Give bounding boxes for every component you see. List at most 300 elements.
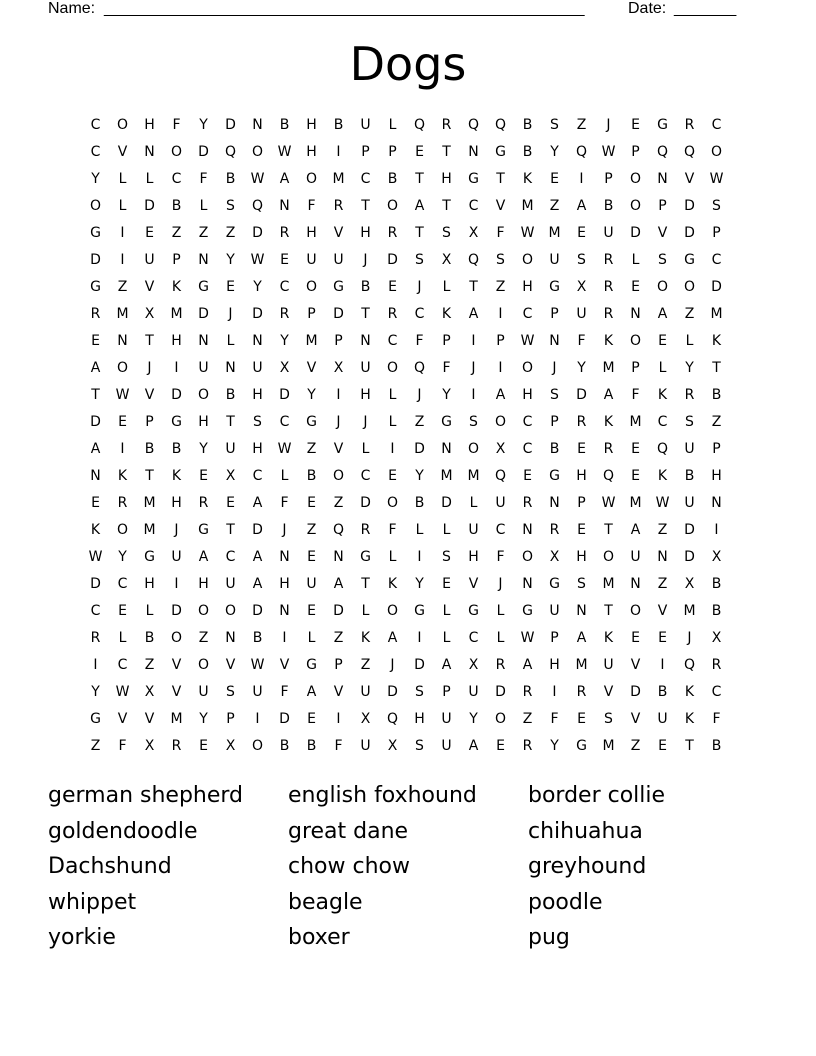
grid-letter: R: [522, 494, 533, 511]
grid-letter: P: [658, 197, 667, 214]
grid-letter: V: [333, 224, 344, 241]
grid-letter: O: [197, 386, 210, 403]
grid-letter: S: [226, 683, 235, 700]
grid-letter: H: [252, 386, 263, 403]
grid-letter: L: [388, 116, 397, 133]
grid-letter: T: [442, 143, 451, 160]
grid-letter: T: [685, 737, 694, 754]
grid-letter: H: [306, 116, 317, 133]
grid-letter: C: [360, 170, 371, 187]
grid-letter: E: [496, 737, 505, 754]
grid-row: [82, 408, 730, 435]
grid-letter: P: [172, 251, 181, 268]
grid-letter: B: [225, 170, 236, 187]
grid-letter: Q: [467, 116, 480, 133]
grid-letter: U: [657, 710, 668, 727]
grid-letter: X: [387, 737, 398, 754]
grid-letter: U: [495, 494, 506, 511]
grid-letter: B: [711, 575, 722, 592]
grid-letter: E: [631, 278, 640, 295]
grid-letter: S: [253, 413, 262, 430]
grid-letter: W: [655, 494, 670, 511]
grid-letter: W: [250, 656, 265, 673]
grid-letter: C: [171, 170, 182, 187]
grid-letter: G: [90, 224, 101, 241]
grid-letter: X: [468, 224, 479, 241]
word-list-item: beagle: [288, 889, 363, 915]
grid-letter: E: [577, 440, 586, 457]
grid-letter: N: [279, 197, 290, 214]
grid-letter: Z: [657, 521, 668, 538]
grid-letter: L: [145, 170, 154, 187]
grid-row: [82, 435, 730, 462]
grid-letter: S: [415, 683, 424, 700]
word-list: [48, 778, 768, 956]
grid-letter: L: [388, 413, 397, 430]
grid-letter: S: [226, 197, 235, 214]
grid-letter: O: [386, 494, 399, 511]
grid-letter: F: [712, 710, 721, 727]
grid-letter: R: [279, 224, 290, 241]
grid-letter: U: [360, 359, 371, 376]
grid-letter: A: [657, 305, 668, 322]
grid-letter: L: [199, 197, 208, 214]
grid-letter: X: [576, 278, 587, 295]
grid-row: [82, 354, 730, 381]
grid-letter: O: [116, 359, 129, 376]
grid-letter: G: [198, 278, 209, 295]
grid-letter: X: [549, 548, 560, 565]
grid-row: [82, 489, 730, 516]
grid-letter: L: [469, 494, 478, 511]
grid-letter: G: [657, 116, 668, 133]
grid-letter: G: [414, 602, 425, 619]
grid-letter: M: [602, 359, 615, 376]
word-list-item: great dane: [288, 818, 409, 844]
grid-letter: L: [631, 251, 640, 268]
grid-letter: X: [279, 359, 290, 376]
grid-letter: H: [549, 656, 560, 673]
grid-letter: X: [684, 575, 695, 592]
grid-letter: L: [442, 278, 451, 295]
grid-letter: I: [93, 656, 98, 673]
grid-letter: S: [604, 710, 613, 727]
name-line: ______________________________________________________: [104, 0, 585, 17]
grid-letter: X: [144, 683, 155, 700]
grid-letter: B: [684, 467, 695, 484]
grid-letter: I: [552, 683, 557, 700]
grid-letter: L: [442, 629, 451, 646]
grid-letter: S: [442, 224, 451, 241]
grid-letter: A: [252, 548, 263, 565]
grid-letter: H: [306, 143, 317, 160]
grid-letter: C: [279, 278, 290, 295]
grid-letter: M: [305, 332, 318, 349]
grid-letter: E: [577, 710, 586, 727]
grid-letter: H: [576, 548, 587, 565]
name-label: Name:: [48, 0, 96, 17]
grid-letter: K: [657, 386, 668, 403]
grid-letter: Y: [280, 332, 289, 349]
grid-letter: T: [361, 575, 370, 592]
grid-letter: O: [305, 170, 318, 187]
grid-letter: N: [333, 548, 344, 565]
grid-letter: D: [684, 521, 695, 538]
grid-letter: I: [336, 386, 341, 403]
grid-letter: K: [117, 467, 128, 484]
grid-letter: V: [117, 710, 128, 727]
date-line: _______: [674, 0, 737, 17]
grid-letter: Q: [386, 710, 399, 727]
grid-letter: B: [225, 386, 236, 403]
grid-letter: U: [603, 224, 614, 241]
grid-letter: F: [496, 224, 505, 241]
grid-letter: A: [630, 521, 641, 538]
grid-letter: U: [468, 683, 479, 700]
grid-letter: Z: [333, 629, 344, 646]
word-list-item: chow chow: [288, 854, 410, 879]
grid-letter: G: [333, 278, 344, 295]
grid-letter: K: [387, 575, 398, 592]
grid-letter: G: [468, 602, 479, 619]
grid-letter: X: [225, 737, 236, 754]
grid-letter: G: [468, 170, 479, 187]
grid-letter: T: [442, 197, 451, 214]
grid-letter: S: [469, 413, 478, 430]
grid-letter: W: [277, 440, 292, 457]
grid-letter: Z: [198, 629, 209, 646]
grid-letter: C: [387, 332, 398, 349]
grid-letter: F: [550, 710, 559, 727]
grid-letter: Y: [118, 548, 127, 565]
grid-letter: D: [90, 251, 101, 268]
grid-letter: Z: [90, 737, 101, 754]
grid-letter: T: [496, 170, 505, 187]
grid-letter: T: [226, 521, 235, 538]
grid-letter: Z: [171, 224, 182, 241]
grid-letter: C: [711, 116, 722, 133]
grid-letter: P: [550, 413, 559, 430]
grid-letter: R: [90, 629, 101, 646]
grid-letter: A: [576, 197, 587, 214]
grid-letter: Q: [494, 116, 507, 133]
grid-letter: Q: [413, 116, 426, 133]
grid-row: [82, 705, 730, 732]
grid-letter: D: [252, 521, 263, 538]
grid-letter: K: [90, 521, 101, 538]
grid-letter: N: [360, 332, 371, 349]
grid-letter: S: [550, 116, 559, 133]
grid-letter: L: [118, 170, 127, 187]
grid-letter: J: [471, 359, 476, 376]
grid-letter: A: [252, 575, 263, 592]
grid-letter: R: [603, 278, 614, 295]
grid-letter: J: [498, 575, 503, 592]
grid-letter: N: [252, 116, 263, 133]
grid-letter: F: [415, 332, 424, 349]
grid-letter: T: [361, 305, 370, 322]
header: [48, 0, 748, 20]
grid-letter: R: [360, 521, 371, 538]
grid-letter: E: [631, 467, 640, 484]
grid-letter: H: [414, 710, 425, 727]
grid-letter: O: [251, 143, 264, 160]
grid-row: [82, 111, 730, 138]
grid-letter: H: [360, 224, 371, 241]
grid-letter: N: [657, 170, 668, 187]
grid-letter: B: [144, 629, 155, 646]
grid-letter: H: [522, 386, 533, 403]
grid-letter: H: [522, 278, 533, 295]
grid-letter: N: [252, 332, 263, 349]
grid-letter: O: [629, 170, 642, 187]
grid-letter: Y: [685, 359, 694, 376]
grid-letter: T: [91, 386, 100, 403]
grid-letter: U: [225, 575, 236, 592]
grid-letter: Y: [253, 278, 262, 295]
grid-letter: P: [361, 143, 370, 160]
grid-letter: Q: [656, 143, 669, 160]
grid-letter: N: [441, 440, 452, 457]
grid-letter: L: [685, 332, 694, 349]
grid-letter: B: [306, 737, 317, 754]
grid-letter: A: [603, 386, 614, 403]
grid-letter: F: [388, 521, 397, 538]
grid-letter: Z: [306, 521, 317, 538]
grid-letter: E: [631, 116, 640, 133]
grid-letter: Q: [467, 251, 480, 268]
grid-letter: U: [198, 683, 209, 700]
grid-letter: L: [658, 359, 667, 376]
grid-letter: J: [390, 656, 395, 673]
grid-letter: L: [118, 197, 127, 214]
grid-letter: Q: [656, 440, 669, 457]
grid-letter: W: [520, 332, 535, 349]
grid-letter: S: [658, 251, 667, 268]
grid-letter: A: [495, 386, 506, 403]
grid-letter: O: [89, 197, 102, 214]
word-list-item: chihuahua: [528, 818, 643, 844]
grid-letter: I: [498, 359, 503, 376]
grid-letter: H: [576, 467, 587, 484]
grid-letter: O: [170, 143, 183, 160]
grid-letter: F: [496, 548, 505, 565]
grid-letter: A: [198, 548, 209, 565]
grid-letter: C: [711, 683, 722, 700]
grid-letter: N: [711, 494, 722, 511]
grid-letter: S: [712, 197, 721, 214]
grid-letter: P: [604, 170, 613, 187]
word-list-item: yorkie: [48, 925, 116, 950]
grid-letter: N: [549, 494, 560, 511]
grid-letter: K: [522, 170, 533, 187]
grid-letter: P: [334, 656, 343, 673]
grid-letter: L: [307, 629, 316, 646]
grid-letter: C: [414, 305, 425, 322]
grid-letter: Z: [711, 413, 722, 430]
grid-letter: G: [549, 575, 560, 592]
grid-letter: W: [601, 494, 616, 511]
grid-letter: M: [602, 737, 615, 754]
grid-letter: T: [415, 224, 424, 241]
grid-letter: B: [306, 467, 317, 484]
grid-letter: O: [629, 197, 642, 214]
grid-letter: L: [118, 629, 127, 646]
grid-letter: O: [494, 710, 507, 727]
grid-letter: N: [630, 305, 641, 322]
grid-letter: B: [144, 440, 155, 457]
grid-letter: B: [171, 197, 182, 214]
grid-letter: M: [548, 224, 561, 241]
grid-letter: X: [495, 440, 506, 457]
grid-letter: B: [522, 143, 533, 160]
grid-letter: S: [550, 386, 559, 403]
grid-letter: E: [631, 629, 640, 646]
grid-letter: N: [225, 629, 236, 646]
grid-letter: M: [683, 602, 696, 619]
grid-letter: S: [415, 251, 424, 268]
grid-letter: Y: [442, 386, 451, 403]
grid-letter: H: [198, 575, 209, 592]
grid-letter: A: [522, 656, 533, 673]
grid-letter: P: [145, 413, 154, 430]
grid-letter: D: [252, 602, 263, 619]
grid-letter: L: [226, 332, 235, 349]
grid-letter: D: [279, 386, 290, 403]
grid-letter: F: [199, 170, 208, 187]
grid-letter: B: [279, 737, 290, 754]
word-list-item: border collie: [528, 783, 666, 808]
grid-letter: O: [332, 467, 345, 484]
grid-letter: T: [712, 359, 721, 376]
grid-letter: E: [91, 332, 100, 349]
grid-letter: O: [656, 278, 669, 295]
grid-letter: M: [575, 656, 588, 673]
grid-letter: E: [577, 224, 586, 241]
grid-letter: Z: [576, 116, 587, 133]
grid-letter: J: [174, 521, 179, 538]
grid-letter: A: [468, 305, 479, 322]
grid-letter: F: [118, 737, 127, 754]
grid-letter: U: [441, 710, 452, 727]
grid-row: [82, 300, 730, 327]
word-list-item: greyhound: [528, 854, 647, 879]
grid-letter: V: [144, 278, 155, 295]
grid-letter: I: [498, 305, 503, 322]
grid-letter: M: [170, 305, 183, 322]
grid-letter: K: [171, 467, 182, 484]
grid-row: [82, 219, 730, 246]
grid-letter: B: [711, 737, 722, 754]
grid-row: [82, 651, 730, 678]
grid-letter: A: [279, 170, 290, 187]
grid-letter: L: [145, 602, 154, 619]
grid-letter: Y: [307, 386, 316, 403]
grid-letter: M: [467, 467, 480, 484]
grid-letter: N: [549, 332, 560, 349]
grid-letter: N: [576, 602, 587, 619]
grid-letter: H: [144, 575, 155, 592]
grid-letter: D: [198, 305, 209, 322]
grid-letter: C: [279, 413, 290, 430]
grid-letter: S: [442, 548, 451, 565]
grid-letter: X: [144, 737, 155, 754]
grid-letter: V: [144, 710, 155, 727]
grid-letter: Z: [684, 305, 695, 322]
grid-letter: F: [577, 332, 586, 349]
grid-row: [82, 624, 730, 651]
grid-letter: P: [442, 332, 451, 349]
grid-letter: N: [630, 575, 641, 592]
grid-letter: B: [279, 116, 290, 133]
grid-letter: E: [658, 737, 667, 754]
grid-letter: I: [120, 440, 125, 457]
grid-letter: I: [336, 710, 341, 727]
grid-letter: N: [144, 143, 155, 160]
grid-letter: E: [199, 467, 208, 484]
grid-letter: G: [441, 413, 452, 430]
grid-letter: D: [90, 575, 101, 592]
grid-letter: O: [521, 251, 534, 268]
grid-letter: C: [657, 413, 668, 430]
grid-letter: D: [360, 494, 371, 511]
grid-letter: N: [90, 467, 101, 484]
grid-letter: V: [495, 197, 506, 214]
grid-letter: B: [414, 494, 425, 511]
grid-letter: U: [630, 548, 641, 565]
grid-letter: V: [333, 683, 344, 700]
grid-letter: U: [684, 494, 695, 511]
grid-letter: C: [522, 305, 533, 322]
grid-letter: H: [441, 170, 452, 187]
grid-letter: O: [251, 737, 264, 754]
grid-row: [82, 597, 730, 624]
grid-letter: O: [521, 548, 534, 565]
grid-letter: V: [333, 440, 344, 457]
grid-row: [82, 381, 730, 408]
grid-letter: W: [250, 251, 265, 268]
grid-letter: O: [386, 359, 399, 376]
grid-letter: B: [711, 386, 722, 403]
grid-letter: T: [469, 278, 478, 295]
grid-letter: R: [522, 737, 533, 754]
grid-letter: X: [144, 305, 155, 322]
word-list-item: poodle: [528, 889, 603, 915]
grid-letter: R: [522, 683, 533, 700]
grid-letter: L: [442, 521, 451, 538]
grid-letter: B: [387, 170, 398, 187]
grid-letter: E: [550, 170, 559, 187]
grid-letter: V: [630, 710, 641, 727]
grid-letter: R: [684, 386, 695, 403]
grid-letter: U: [360, 683, 371, 700]
grid-letter: U: [576, 305, 587, 322]
grid-letter: Y: [415, 575, 424, 592]
grid-letter: O: [305, 278, 318, 295]
grid-letter: R: [387, 224, 398, 241]
word-list-item: english foxhound: [288, 783, 477, 808]
grid-letter: I: [255, 710, 260, 727]
grid-letter: R: [198, 494, 209, 511]
grid-letter: H: [144, 116, 155, 133]
grid-letter: E: [523, 467, 532, 484]
grid-letter: T: [604, 521, 613, 538]
grid-letter: V: [144, 386, 155, 403]
grid-letter: Y: [199, 710, 208, 727]
grid-letter: E: [388, 278, 397, 295]
grid-letter: P: [307, 305, 316, 322]
grid-letter: R: [441, 116, 452, 133]
